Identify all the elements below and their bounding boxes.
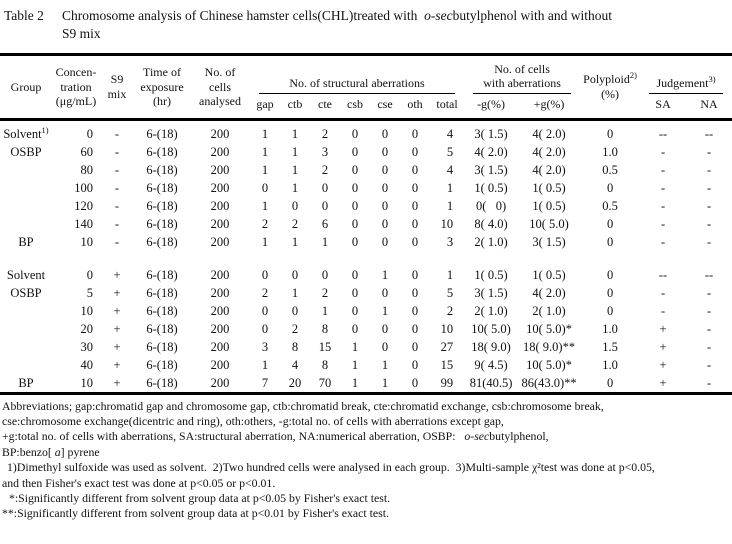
cell-csb: 1	[351, 357, 359, 372]
cell-polyploid: 0.5	[602, 198, 618, 213]
cell-csb: 0	[351, 285, 359, 300]
cell-cte: 8	[321, 357, 329, 372]
cell-concentration: 5	[86, 285, 93, 300]
cell-cse: 0	[381, 144, 389, 159]
cell-cells: 200	[210, 198, 230, 213]
cell-ctb: 8	[291, 339, 299, 354]
cell-time: 6-(18)	[146, 357, 178, 372]
cell-concentration: 10	[80, 375, 93, 390]
cell-plus-g: 1( 0.5)	[532, 267, 566, 282]
header-cse: cse	[370, 94, 400, 119]
cell-minus-g: 81(40.5)	[469, 375, 513, 390]
polyploid-footnote-mark: 2)	[629, 70, 637, 81]
cell-cells: 200	[210, 303, 230, 318]
cell-na: -	[706, 375, 712, 390]
cell-time: 6-(18)	[146, 198, 178, 213]
footnote-abbreviations-2: cse:chromosome exchange(dicentric and ring), oth:others, -g:total no. of cells with aberrations except gap,	[2, 413, 504, 428]
cell-s9: -	[114, 198, 120, 213]
cell-oth: 0	[411, 198, 419, 213]
cell-s9: -	[114, 162, 120, 177]
cell-gap: 1	[261, 357, 269, 372]
cell-oth: 0	[411, 339, 419, 354]
cell-concentration: 10	[80, 303, 93, 318]
cell-cells: 200	[210, 321, 230, 336]
cell-csb: 0	[351, 321, 359, 336]
cell-sa: -	[660, 180, 666, 195]
cell-sa: -	[660, 198, 666, 213]
cell-sa: -	[660, 285, 666, 300]
cell-oth: 0	[411, 285, 419, 300]
cell-cells: 200	[210, 339, 230, 354]
cell-group: BP	[18, 375, 34, 390]
cell-polyploid: 1.0	[602, 357, 618, 372]
cell-cse: 1	[381, 375, 389, 390]
header-cells-analysed: No. of cells analysed	[190, 54, 250, 119]
header-na: NA	[686, 94, 732, 119]
spacer-row	[0, 251, 732, 266]
cell-cells: 200	[210, 162, 230, 177]
cell-na: -	[706, 357, 712, 372]
cell-csb: 0	[351, 303, 359, 318]
cell-cte: 0	[321, 198, 329, 213]
cell-cte: 0	[321, 180, 329, 195]
cell-oth: 0	[411, 357, 419, 372]
cell-group	[0, 338, 52, 356]
cell-gap: 2	[261, 285, 269, 300]
cell-csb: 0	[351, 267, 359, 282]
cell-s9: +	[113, 321, 121, 336]
cell-time: 6-(18)	[146, 267, 178, 282]
header-group: Group	[0, 54, 52, 119]
table-row	[0, 284, 732, 302]
cell-cells: 200	[210, 180, 230, 195]
cell-time: 6-(18)	[146, 234, 178, 249]
cell-minus-g: 2( 1.0)	[474, 234, 508, 249]
cell-oth: 0	[411, 180, 419, 195]
cell-time: 6-(18)	[146, 321, 178, 336]
cell-cte: 2	[321, 126, 329, 141]
header-oth: oth	[400, 94, 430, 119]
cell-oth: 0	[411, 375, 419, 390]
cell-total: 4	[446, 126, 454, 141]
cell-cells: 200	[210, 285, 230, 300]
cell-gap: 2	[261, 216, 269, 231]
cell-concentration: 60	[80, 144, 93, 159]
cell-polyploid: 1.0	[602, 144, 618, 159]
cell-polyploid: 1.0	[602, 321, 618, 336]
cell-plus-g: 10( 5.0)*	[526, 357, 572, 372]
footnote-abbreviations-3: +g:total no. of cells with aberrations, SA:structural aberration, NA:numerical aberration, OSBP: o-secbutylphenol,	[2, 429, 549, 444]
caption-text: Chromosome analysis of Chinese hamster cells(CHL)treated with	[62, 8, 425, 23]
cell-group: Solvent	[6, 267, 46, 282]
table-row	[0, 215, 732, 233]
table-row	[0, 356, 732, 374]
footnote-numbered-cont: and then Fisher's exact test was done at p<0.05 or p<0.01.	[2, 475, 276, 490]
table-number: Table 2	[4, 8, 44, 23]
cell-s9: +	[113, 339, 121, 354]
cell-sa: +	[659, 339, 667, 354]
spacer-cell	[0, 251, 732, 266]
cell-cte: 70	[318, 375, 332, 390]
cell-na: -	[706, 285, 712, 300]
cell-s9: -	[114, 234, 120, 249]
cell-time: 6-(18)	[146, 339, 178, 354]
cell-sa: -	[660, 303, 666, 318]
cell-oth: 0	[411, 162, 419, 177]
cell-concentration: 20	[80, 321, 93, 336]
cell-minus-g: 0( 0)	[475, 198, 507, 213]
cell-s9: -	[114, 126, 120, 141]
cell-total: 99	[440, 375, 454, 390]
cell-plus-g: 4( 2.0)	[532, 126, 566, 141]
cell-group	[0, 215, 52, 233]
cell-cse: 0	[381, 285, 389, 300]
cell-sa: --	[658, 126, 668, 141]
cell-s9: -	[114, 216, 120, 231]
cell-sa: -	[660, 216, 666, 231]
cell-ctb: 1	[291, 162, 299, 177]
cell-cse: 0	[381, 339, 389, 354]
footnote-double-asterisk: **:Significantly different from solvent group data at p<0.01 by Fisher's exact test.	[2, 506, 389, 521]
cell-s9: +	[113, 303, 121, 318]
cell-gap: 7	[261, 375, 269, 390]
cell-polyploid: 1.5	[602, 339, 618, 354]
header-row-groups	[0, 54, 732, 94]
cell-na: -	[706, 180, 712, 195]
cell-minus-g: 10( 5.0)	[471, 321, 511, 336]
header-polyploid: Polyploid$^{2)}$ (%)	[580, 54, 640, 119]
cell-time: 6-(18)	[146, 375, 178, 390]
cell-s9: -	[114, 180, 120, 195]
cell-group	[0, 161, 52, 179]
cell-oth: 0	[411, 321, 419, 336]
cell-sa: -	[660, 144, 666, 159]
cell-total: 1	[446, 180, 454, 195]
cell-minus-g: 3( 1.5)	[474, 162, 508, 177]
cell-plus-g: 4( 2.0)	[532, 285, 566, 300]
table-row	[0, 197, 732, 215]
cell-total: 4	[446, 162, 454, 177]
cell-gap: 1	[261, 234, 269, 249]
cell-ctb: 4	[291, 357, 299, 372]
header-cells-with-aberrations: No. of cells with aberrations	[464, 54, 580, 94]
cell-s9: +	[113, 267, 121, 282]
cell-minus-g: 3( 1.5)	[474, 126, 508, 141]
table-row	[0, 320, 732, 338]
caption-text-cont: butylphenol with and without	[452, 8, 613, 23]
cell-oth: 0	[411, 126, 419, 141]
cell-ctb: 20	[288, 375, 302, 390]
cell-sa: +	[659, 375, 667, 390]
cell-cells: 200	[210, 144, 230, 159]
cell-concentration: 40	[80, 357, 93, 372]
cell-csb: 0	[351, 180, 359, 195]
header-csb: csb	[340, 94, 370, 119]
cell-cse: 0	[381, 198, 389, 213]
cell-gap: 0	[261, 303, 269, 318]
cell-total: 10	[440, 321, 454, 336]
cell-cse: 0	[381, 180, 389, 195]
footnote-numbered: 1)Dimethyl sulfoxide was used as solvent. 2)Two hundred cells were analysed in each group. 3)Multi-sample χ²test was done at p<0.05,	[7, 460, 655, 475]
cell-cse: 1	[381, 357, 389, 372]
cell-time: 6-(18)	[146, 285, 178, 300]
cell-csb: 0	[351, 126, 359, 141]
cell-plus-g: 1( 0.5)	[532, 198, 566, 213]
cell-ctb: 1	[291, 285, 299, 300]
header-gap: gap	[250, 94, 280, 119]
cell-gap: 0	[261, 321, 269, 336]
cell-ctb: 0	[291, 267, 299, 282]
cell-time: 6-(18)	[146, 126, 178, 141]
cell-group	[0, 320, 52, 338]
cell-ctb: 1	[291, 234, 299, 249]
cell-na: -	[706, 339, 712, 354]
cell-csb: 1	[351, 339, 359, 354]
cell-oth: 0	[411, 267, 419, 282]
header-time-of-exposure: Time of exposure (hr)	[134, 54, 190, 119]
cell-gap: 1	[261, 126, 269, 141]
cell-cte: 1	[321, 303, 329, 318]
cell-plus-g: 4( 2.0)	[532, 162, 566, 177]
table-row	[0, 266, 732, 284]
cell-na: --	[704, 126, 714, 141]
cell-cse: 0	[381, 162, 389, 177]
cell-total: 1	[446, 198, 454, 213]
cell-na: -	[706, 303, 712, 318]
cell-group	[0, 197, 52, 215]
cell-ctb: 1	[291, 180, 299, 195]
cell-time: 6-(18)	[146, 162, 178, 177]
cell-cte: 3	[321, 144, 329, 159]
footnote-abbreviations-1: Abbreviations; gap:chromatid gap and chromosome gap, ctb:chromatid break, cte:chromatid exchange, csb:chromosome break,	[2, 398, 604, 413]
cell-concentration: 30	[80, 339, 93, 354]
cell-gap: 3	[261, 339, 269, 354]
cell-ctb: 2	[291, 321, 299, 336]
cell-total: 1	[446, 267, 454, 282]
cell-polyploid: 0	[606, 285, 614, 300]
footnotes	[0, 395, 732, 522]
cell-polyploid: 0.5	[602, 162, 618, 177]
cell-cells: 200	[210, 216, 230, 231]
table-row	[0, 179, 732, 197]
cell-polyploid: 0	[606, 234, 614, 249]
cell-sa: +	[659, 357, 667, 372]
cell-ctb: 1	[291, 144, 299, 159]
header-judgement: Judgement$^{3)}$	[640, 54, 732, 94]
header-ctb: ctb	[280, 94, 310, 119]
cell-ctb: 0	[291, 303, 299, 318]
cell-gap: 1	[261, 144, 269, 159]
header-minus-g: -g(%)	[464, 94, 518, 119]
cell-total: 10	[440, 216, 454, 231]
table-row	[0, 338, 732, 356]
cell-oth: 0	[411, 216, 419, 231]
cell-cse: 0	[381, 321, 389, 336]
cell-cte: 6	[321, 216, 329, 231]
cell-na: -	[706, 216, 712, 231]
cell-time: 6-(18)	[146, 303, 178, 318]
cell-concentration: 0	[86, 126, 93, 141]
cell-oth: 0	[411, 234, 419, 249]
cell-total: 5	[446, 144, 454, 159]
cell-cse: 0	[381, 216, 389, 231]
cell-ctb: 0	[291, 198, 299, 213]
cell-group: Solvent$^{1)}$	[3, 124, 49, 141]
header-sa: SA	[640, 94, 686, 119]
cell-csb: 0	[351, 198, 359, 213]
footnote-asterisk: *:Significantly different from solvent group data at p<0.05 by Fisher's exact test.	[9, 490, 391, 505]
cell-gap: 1	[261, 162, 269, 177]
cell-gap: 0	[261, 267, 269, 282]
cell-plus-g: 10( 5.0)	[529, 216, 569, 231]
cell-polyploid: 0	[606, 126, 614, 141]
cell-group: OSBP	[10, 144, 42, 159]
cell-na: -	[706, 198, 712, 213]
cell-cells: 200	[210, 234, 230, 249]
cell-polyploid: 0	[606, 303, 614, 318]
cell-na: -	[706, 162, 712, 177]
cell-cse: 0	[381, 126, 389, 141]
cell-minus-g: 2( 1.0)	[474, 303, 508, 318]
table-title	[0, 0, 732, 43]
cell-total: 5	[446, 285, 454, 300]
cell-cse: 0	[381, 234, 389, 249]
cell-cte: 0	[321, 267, 329, 282]
cell-polyploid: 0	[606, 267, 614, 282]
cell-minus-g: 8( 4.0)	[474, 216, 508, 231]
cell-group: BP	[18, 234, 34, 249]
cell-minus-g: 3( 1.5)	[474, 285, 508, 300]
cell-concentration: 0	[86, 267, 93, 282]
table-row	[0, 161, 732, 179]
cell-plus-g: 18( 9.0)**	[523, 339, 576, 354]
table-row	[0, 302, 732, 320]
table-row	[0, 374, 732, 394]
table-row	[0, 143, 732, 161]
cell-cells: 200	[210, 126, 230, 141]
cell-gap: 1	[261, 198, 269, 213]
cell-concentration: 10	[80, 234, 93, 249]
cell-na: --	[704, 267, 714, 282]
header-concentration: Concen- tration (μg/mL)	[52, 54, 100, 119]
header-s9-mix: S9 mix	[100, 54, 134, 119]
caption-line2: S9 mix	[62, 25, 101, 41]
header-total: total	[430, 94, 464, 119]
cell-csb: 0	[351, 162, 359, 177]
cell-time: 6-(18)	[146, 180, 178, 195]
table-header	[0, 54, 732, 119]
cell-ctb: 2	[291, 216, 299, 231]
cell-plus-g: 3( 1.5)	[532, 234, 566, 249]
cell-csb: 0	[351, 216, 359, 231]
cell-sa: -	[660, 162, 666, 177]
cell-cte: 2	[321, 162, 329, 177]
header-structural-aberrations: No. of structural aberrations	[250, 54, 464, 94]
cell-ctb: 1	[291, 126, 299, 141]
footnote-abbreviations-4: BP:benzo[ a] pyrene	[2, 444, 100, 459]
cell-cte: 15	[318, 339, 332, 354]
caption-italic-text: o-sec	[424, 8, 453, 23]
cell-minus-g: 9( 4.5)	[474, 357, 508, 372]
cell-sa: -	[660, 234, 666, 249]
cell-cells: 200	[210, 267, 230, 282]
cell-oth: 0	[411, 144, 419, 159]
cell-gap: 0	[261, 180, 269, 195]
cell-cte: 1	[321, 234, 329, 249]
cell-cse: 1	[381, 267, 389, 282]
table-row	[0, 119, 732, 143]
cell-total: 15	[440, 357, 454, 372]
cell-total: 27	[440, 339, 454, 354]
cell-na: -	[706, 144, 712, 159]
cell-plus-g: 10( 5.0)*	[526, 321, 572, 336]
cell-minus-g: 18( 9.0)	[471, 339, 511, 354]
cell-minus-g: 1( 0.5)	[474, 267, 508, 282]
cell-cells: 200	[210, 375, 230, 390]
cell-concentration: 80	[80, 162, 93, 177]
cell-polyploid: 0	[606, 375, 614, 390]
cell-group	[0, 302, 52, 320]
cell-concentration: 140	[74, 216, 93, 231]
cell-time: 6-(18)	[146, 216, 178, 231]
cell-na: -	[706, 234, 712, 249]
cell-concentration: 120	[74, 198, 93, 213]
cell-s9: +	[113, 285, 121, 300]
cell-s9: -	[114, 144, 120, 159]
cell-oth: 0	[411, 303, 419, 318]
cell-csb: 0	[351, 234, 359, 249]
data-table	[0, 53, 732, 395]
table-caption	[62, 7, 730, 43]
cell-cells: 200	[210, 357, 230, 372]
cell-s9: +	[113, 357, 121, 372]
cell-group: OSBP	[10, 285, 42, 300]
cell-plus-g: 1( 0.5)	[532, 180, 566, 195]
table-body	[0, 119, 732, 393]
cell-minus-g: 4( 2.0)	[474, 144, 508, 159]
cell-plus-g: 86(43.0)**	[521, 375, 577, 390]
cell-plus-g: 4( 2.0)	[532, 144, 566, 159]
cell-csb: 1	[351, 375, 359, 390]
cell-plus-g: 2( 1.0)	[532, 303, 566, 318]
cell-group	[0, 179, 52, 197]
cell-group	[0, 356, 52, 374]
cell-total: 2	[446, 303, 454, 318]
cell-time: 6-(18)	[146, 144, 178, 159]
cell-sa: +	[659, 321, 667, 336]
cell-csb: 0	[351, 144, 359, 159]
cell-s9: +	[113, 375, 121, 390]
cell-cte: 8	[321, 321, 329, 336]
cell-concentration: 100	[74, 180, 93, 195]
header-plus-g: +g(%)	[518, 94, 580, 119]
cell-cse: 1	[381, 303, 389, 318]
cell-cte: 2	[321, 285, 329, 300]
judgement-footnote-mark: 3)	[708, 74, 716, 85]
table-row	[0, 233, 732, 251]
cell-total: 3	[446, 234, 454, 249]
cell-sa: --	[658, 267, 668, 282]
header-cte: cte	[310, 94, 340, 119]
cell-polyploid: 0	[606, 180, 614, 195]
cell-polyploid: 0	[606, 216, 614, 231]
cell-minus-g: 1( 0.5)	[474, 180, 508, 195]
solvent-footnote-mark: 1)	[41, 124, 49, 135]
cell-na: -	[706, 321, 712, 336]
